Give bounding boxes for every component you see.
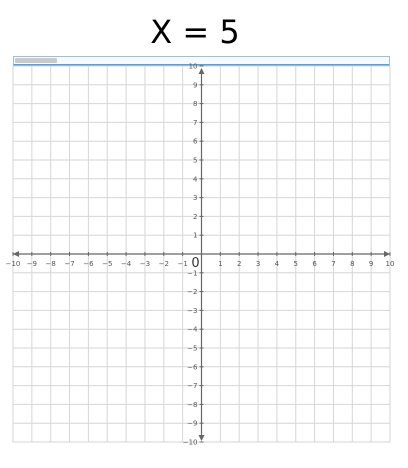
x-tick-label: −4 bbox=[120, 260, 132, 268]
y-tick-label: 9 bbox=[193, 81, 198, 90]
x-tick-label: 8 bbox=[350, 260, 355, 268]
origin-label: 0 bbox=[191, 256, 200, 271]
y-tick-label: −9 bbox=[187, 419, 198, 428]
y-tick-label: 1 bbox=[193, 231, 198, 240]
y-tick-label: −3 bbox=[187, 306, 198, 315]
x-axis-arrow-left-icon bbox=[13, 251, 19, 257]
y-tick-label: −6 bbox=[187, 363, 198, 372]
x-tick-label: −2 bbox=[158, 260, 169, 268]
y-tick-label: 2 bbox=[193, 212, 198, 221]
y-axis-arrow-down-icon bbox=[199, 435, 205, 441]
x-tick-label: 7 bbox=[331, 260, 336, 268]
y-tick-label: −8 bbox=[187, 400, 198, 409]
x-tick-label: −1 bbox=[177, 260, 188, 268]
x-tick-label: −10 bbox=[5, 260, 21, 268]
y-tick-label: −7 bbox=[187, 382, 198, 391]
x-tick-label: −8 bbox=[45, 260, 56, 268]
y-tick-label: 6 bbox=[193, 137, 198, 146]
y-tick-label: 7 bbox=[193, 118, 198, 127]
x-tick-label: −3 bbox=[139, 260, 151, 268]
y-tick-label: −2 bbox=[187, 288, 198, 297]
y-tick-label: 8 bbox=[193, 100, 198, 109]
x-tick-label: −6 bbox=[83, 260, 94, 268]
y-tick-label: 3 bbox=[193, 194, 198, 203]
x-axis-arrow-right-icon bbox=[384, 251, 390, 257]
y-tick-label: 5 bbox=[193, 156, 198, 165]
x-tick-label: 10 bbox=[385, 260, 395, 268]
x-tick-label: −9 bbox=[26, 260, 38, 268]
x-tick-label: 1 bbox=[218, 260, 223, 268]
x-tick-label: −5 bbox=[102, 260, 113, 268]
y-tick-label: −4 bbox=[187, 325, 198, 334]
y-tick-label: 4 bbox=[193, 175, 198, 184]
x-tick-label: 5 bbox=[293, 260, 298, 268]
y-tick-label: −5 bbox=[187, 344, 198, 353]
y-tick-label: −1 bbox=[187, 269, 198, 278]
y-axis-arrow-up-icon bbox=[199, 68, 205, 74]
x-tick-label: 2 bbox=[236, 260, 242, 268]
y-tick-label: −10 bbox=[182, 438, 198, 447]
page-title: X = 5 bbox=[150, 13, 240, 51]
x-tick-label: 9 bbox=[368, 260, 374, 268]
y-tick-label: 10 bbox=[188, 62, 198, 71]
x-tick-label: 3 bbox=[255, 260, 261, 268]
x-tick-label: 6 bbox=[312, 260, 317, 268]
x-tick-label: 4 bbox=[274, 260, 280, 268]
x-tick-label: −7 bbox=[64, 260, 75, 268]
